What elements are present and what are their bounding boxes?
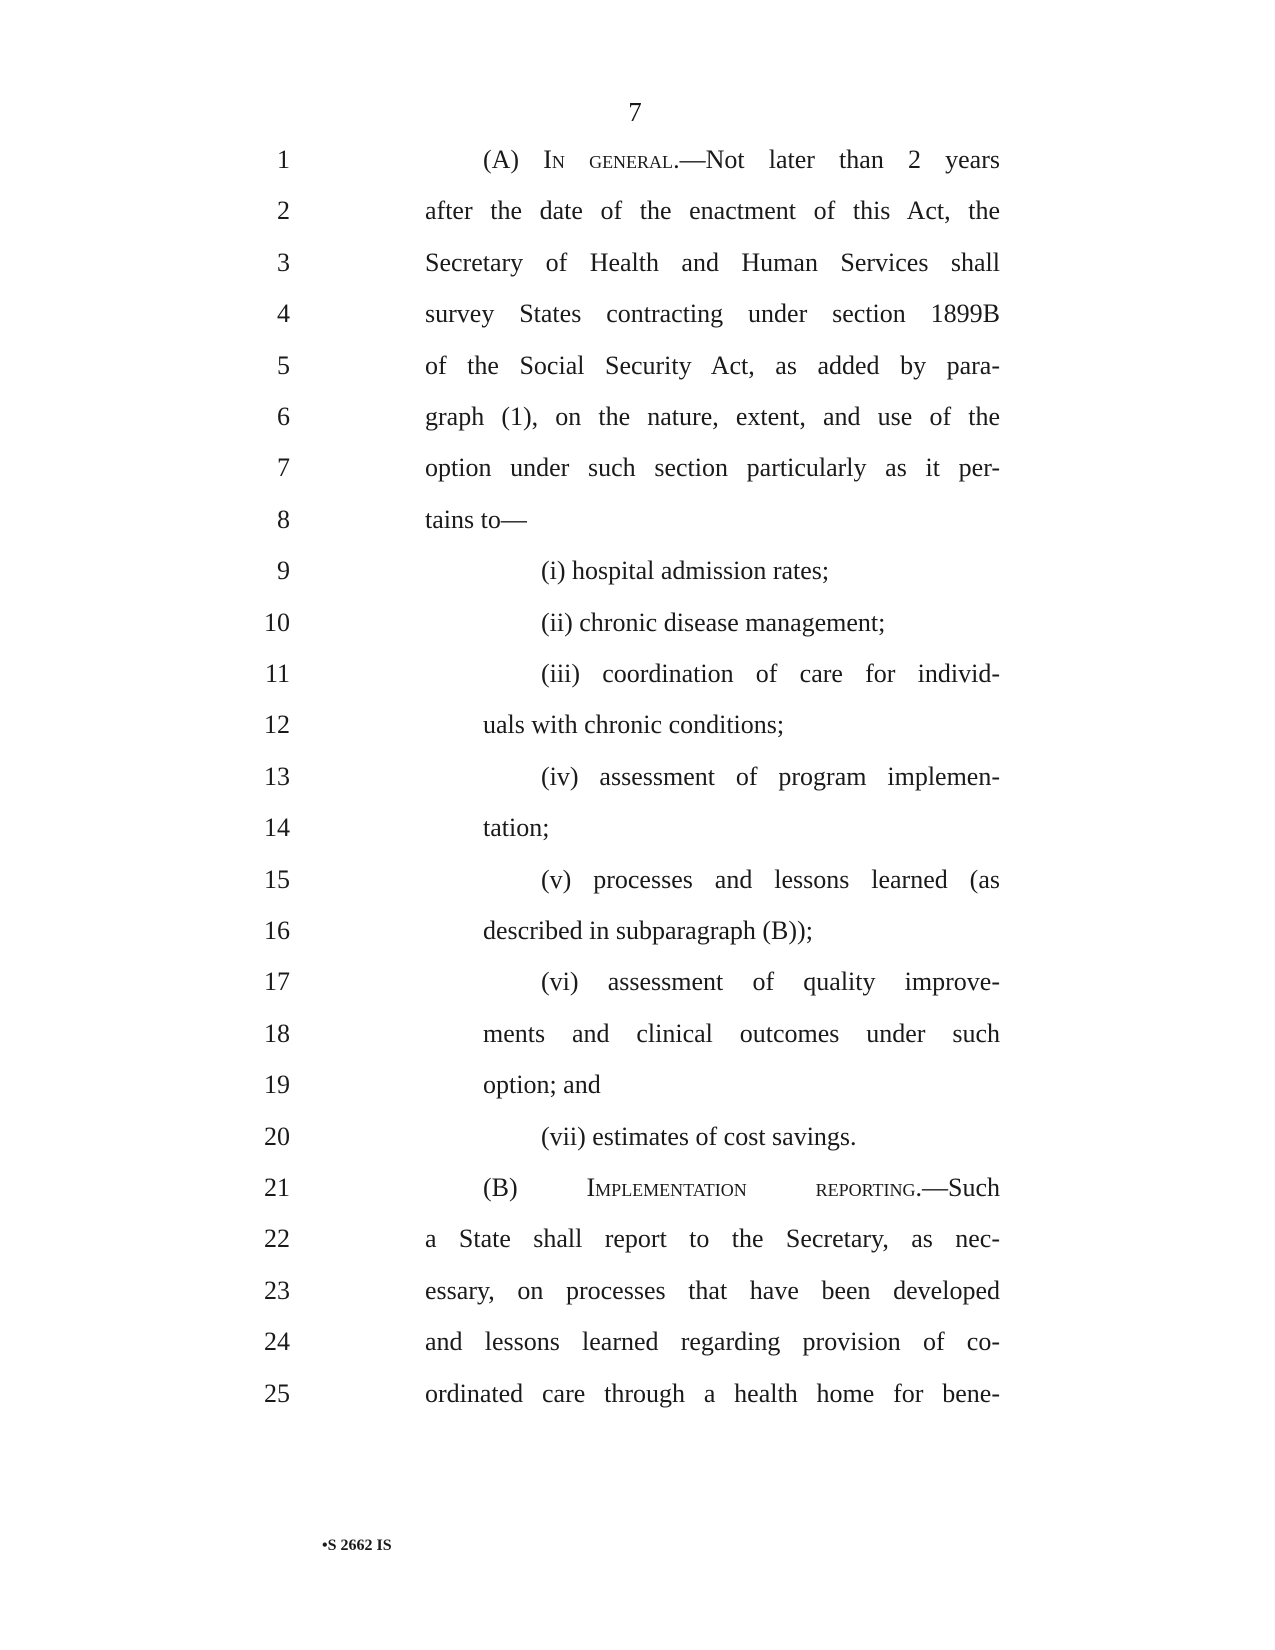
text-line bbox=[0, 1168, 1275, 1208]
line-number: 17 bbox=[264, 967, 290, 997]
line-number: 16 bbox=[264, 916, 290, 945]
line-number: 14 bbox=[264, 813, 290, 843]
text-run: (ii) chronic disease management; bbox=[541, 607, 886, 637]
text-line bbox=[0, 654, 1275, 694]
line-number: 1 bbox=[277, 145, 290, 174]
text-run: (B) bbox=[483, 1173, 587, 1202]
line-text bbox=[541, 1117, 1000, 1157]
text-line bbox=[0, 1014, 1275, 1054]
text-run: graph (1), on the nature, extent, and use of the bbox=[425, 402, 1000, 431]
text-run: ordinated care through a health home for bene- bbox=[425, 1378, 1000, 1408]
line-number: 7 bbox=[277, 453, 290, 483]
line-text bbox=[541, 654, 1000, 694]
text-line bbox=[0, 1374, 1275, 1414]
text-run: tains to— bbox=[425, 504, 527, 534]
text-run: (i) hospital admission rates; bbox=[541, 556, 830, 586]
text-line bbox=[0, 346, 1275, 386]
text-line bbox=[0, 603, 1275, 643]
line-number: 8 bbox=[277, 504, 290, 534]
text-line bbox=[0, 757, 1275, 797]
page-number: 7 bbox=[628, 97, 642, 127]
text-line bbox=[0, 397, 1275, 437]
line-text bbox=[541, 603, 1000, 643]
line-text bbox=[425, 1322, 1000, 1362]
text-line bbox=[0, 243, 1275, 283]
line-text bbox=[425, 346, 1000, 386]
text-run: described in subparagraph (B)); bbox=[483, 916, 813, 945]
line-text bbox=[425, 294, 1000, 334]
text-run: Secretary of Health and Human Services shall bbox=[425, 247, 1000, 277]
line-number: 4 bbox=[277, 299, 290, 329]
text-line bbox=[0, 500, 1275, 540]
line-text bbox=[483, 1065, 1000, 1105]
text-line bbox=[0, 294, 1275, 334]
line-text bbox=[425, 448, 1000, 488]
line-number: 22 bbox=[264, 1224, 290, 1254]
line-text bbox=[541, 551, 1000, 591]
line-number: 6 bbox=[277, 402, 290, 431]
line-number: 10 bbox=[264, 607, 290, 637]
section-heading: In general bbox=[543, 145, 674, 174]
line-number: 13 bbox=[264, 761, 290, 791]
text-line bbox=[0, 860, 1275, 900]
line-text bbox=[541, 962, 1000, 1002]
line-text bbox=[483, 1168, 1000, 1208]
text-line bbox=[0, 1117, 1275, 1157]
text-run: uals with chronic conditions; bbox=[483, 710, 785, 740]
line-text bbox=[483, 705, 1000, 745]
text-line bbox=[0, 551, 1275, 591]
line-text bbox=[425, 500, 1000, 540]
line-number: 21 bbox=[264, 1173, 290, 1202]
text-run: survey States contracting under section 1899B bbox=[425, 299, 1000, 329]
text-line bbox=[0, 911, 1275, 951]
line-text bbox=[483, 1014, 1000, 1054]
line-text bbox=[425, 243, 1000, 283]
text-run: (A) bbox=[483, 145, 544, 174]
text-line bbox=[0, 140, 1275, 180]
section-heading: Implementation reporting bbox=[586, 1173, 916, 1202]
line-text bbox=[425, 191, 1000, 231]
text-run: (iv) assessment of program implemen- bbox=[541, 761, 1000, 791]
text-run: essary, on processes that have been developed bbox=[425, 1275, 1000, 1305]
text-run: and lessons learned regarding provision of co- bbox=[425, 1327, 1000, 1357]
text-run: ments and clinical outcomes under such bbox=[483, 1018, 1000, 1048]
text-line bbox=[0, 705, 1275, 745]
line-number: 9 bbox=[277, 556, 290, 586]
text-line bbox=[0, 1322, 1275, 1362]
text-line bbox=[0, 1271, 1275, 1311]
line-number: 3 bbox=[277, 247, 290, 277]
line-text bbox=[541, 757, 1000, 797]
line-number: 18 bbox=[264, 1018, 290, 1048]
line-number: 11 bbox=[264, 659, 290, 688]
text-line bbox=[0, 191, 1275, 231]
text-line bbox=[0, 1065, 1275, 1105]
text-run: (vi) assessment of quality improve- bbox=[541, 967, 1000, 997]
line-text bbox=[425, 397, 1000, 437]
text-run: (vii) estimates of cost savings. bbox=[541, 1121, 857, 1151]
text-run: of the Social Security Act, as added by para- bbox=[425, 350, 1000, 380]
bill-footer-id: •S 2662 IS bbox=[322, 1537, 392, 1554]
line-text bbox=[425, 1271, 1000, 1311]
line-number: 2 bbox=[277, 196, 290, 226]
line-number: 23 bbox=[264, 1275, 290, 1305]
line-text bbox=[425, 1374, 1000, 1414]
line-text bbox=[483, 140, 1000, 180]
line-number: 24 bbox=[264, 1327, 290, 1357]
text-run: a State shall report to the Secretary, as nec- bbox=[425, 1224, 1000, 1254]
line-number: 20 bbox=[264, 1121, 290, 1151]
text-run: option; and bbox=[483, 1070, 601, 1100]
line-text bbox=[541, 860, 1000, 900]
line-number: 15 bbox=[264, 864, 290, 894]
line-number: 12 bbox=[264, 710, 290, 740]
line-number: 19 bbox=[264, 1070, 290, 1100]
line-text bbox=[425, 1219, 1000, 1259]
line-text bbox=[483, 808, 1000, 848]
line-number: 5 bbox=[277, 350, 290, 380]
line-text bbox=[483, 911, 1000, 951]
text-run: .—Such bbox=[915, 1173, 1000, 1202]
text-run: tation; bbox=[483, 813, 550, 843]
text-run: option under such section particularly as it per- bbox=[425, 453, 1000, 483]
text-run: .—Not later than 2 years bbox=[673, 145, 1000, 174]
text-run: after the date of the enactment of this Act, the bbox=[425, 196, 1000, 226]
text-line bbox=[0, 1219, 1275, 1259]
text-line bbox=[0, 448, 1275, 488]
text-line bbox=[0, 962, 1275, 1002]
text-run: (v) processes and lessons learned (as bbox=[541, 864, 1000, 894]
text-line bbox=[0, 808, 1275, 848]
line-number: 25 bbox=[264, 1378, 290, 1408]
text-run: (iii) coordination of care for individ- bbox=[541, 659, 1000, 688]
